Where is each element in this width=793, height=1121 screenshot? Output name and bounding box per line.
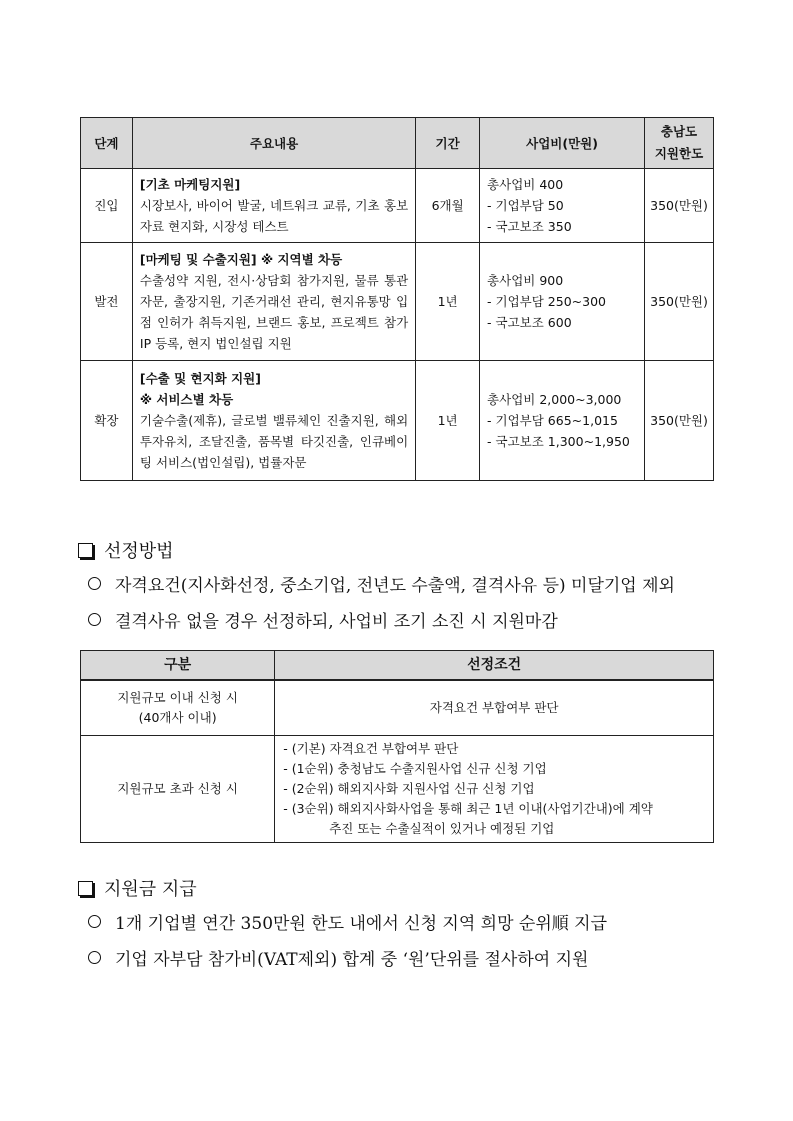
header-period: 기간 bbox=[416, 118, 480, 169]
circle-bullet-icon bbox=[88, 613, 101, 626]
category-label: [기초 마케팅지원] bbox=[139, 177, 241, 192]
content-text: 기술수출(제휴), 글로벌 밸류체인 진출지원, 해외투자유치, 조달진출, 품목별 타깃진출, 인큐베이팅 서비스(법인설립), 법률자문 bbox=[139, 413, 409, 470]
bullet-text: 자격요건(지사화선정, 중소기업, 전년도 수출액, 결격사유 등) 미달기업 제외 bbox=[115, 576, 675, 596]
row-condition: 자격요건 부합여부 판단 bbox=[275, 680, 714, 736]
content-text: 시장보사, 바이어 발굴, 네트워크 교류, 기초 홍보자료 현지화, 시장성 테스트 bbox=[139, 198, 409, 234]
section-heading-payment bbox=[78, 875, 197, 901]
circle-bullet-icon bbox=[88, 915, 101, 928]
table-row bbox=[81, 169, 714, 243]
header-category: 구분 bbox=[81, 651, 275, 681]
cost-total: 총사업비 900 bbox=[487, 273, 564, 288]
stage-table bbox=[80, 117, 714, 481]
header-condition: 선정조건 bbox=[275, 651, 714, 681]
bullet-text: 기업 자부담 참가비(VAT제외) 합계 중 ‘원’단위를 절사하여 지원 bbox=[115, 950, 589, 970]
bullet-item bbox=[88, 571, 675, 596]
header-content: 주요내용 bbox=[132, 118, 415, 169]
content-text: 수출성약 지원, 전시·상담회 참가지원, 물류 통관자문, 출장지원, 기존거래선 관리, 현지유통망 입점 인허가 취득지원, 브랜드 홍보, 프로젝트 참가 IP 등록, 현지 법인설립 지원 bbox=[139, 273, 409, 351]
condition-item: - (1순위) 충청남도 수출지원사업 신규 신청 기업 bbox=[283, 761, 547, 776]
cost-total: 총사업비 400 bbox=[487, 177, 564, 192]
category-label: [수출 및 현지화 지원] bbox=[139, 371, 261, 386]
condition-item: 추진 또는 수출실적이 있거나 예정된 기업 bbox=[329, 821, 555, 836]
cost-cell bbox=[480, 361, 645, 481]
bullet-text: 1개 기업별 연간 350만원 한도 내에서 신청 지역 희망 순위順 지급 bbox=[115, 914, 608, 934]
selection-table bbox=[80, 650, 714, 843]
table-row bbox=[81, 736, 714, 843]
row-label: 지원규모 초과 신청 시 bbox=[81, 736, 275, 843]
cost-cell bbox=[480, 169, 645, 243]
header-limit-line1: 충남도 bbox=[660, 124, 698, 139]
square-bullet-icon bbox=[78, 543, 93, 558]
period-cell: 1년 bbox=[416, 243, 480, 361]
stage-cell: 진입 bbox=[81, 169, 133, 243]
limit-cell: 350(만원) bbox=[645, 243, 714, 361]
cost-cell bbox=[480, 243, 645, 361]
category-note: ※ 서비스별 차등 bbox=[139, 392, 234, 407]
header-stage: 단계 bbox=[81, 118, 133, 169]
cost-company: - 기업부담 665~1,015 bbox=[487, 413, 618, 428]
stage-table-header bbox=[81, 118, 714, 169]
header-limit-line2: 지원한도 bbox=[654, 146, 704, 161]
row-condition bbox=[275, 736, 714, 843]
bullet-text: 결격사유 없을 경우 선정하되, 사업비 조기 소진 시 지원마감 bbox=[115, 612, 558, 632]
table-row bbox=[81, 243, 714, 361]
cost-company: - 기업부담 250~300 bbox=[487, 294, 606, 309]
cost-company: - 기업부담 50 bbox=[487, 198, 564, 213]
header-limit bbox=[645, 118, 714, 169]
cost-gov: - 국고보조 350 bbox=[487, 219, 572, 234]
period-cell: 6개월 bbox=[416, 169, 480, 243]
stage-cell: 발전 bbox=[81, 243, 133, 361]
section-heading-text: 지원금 지급 bbox=[104, 879, 197, 900]
condition-item: - (기본) 자격요건 부합여부 판단 bbox=[283, 741, 459, 756]
bullet-item bbox=[88, 909, 607, 934]
circle-bullet-icon bbox=[88, 951, 101, 964]
row-label bbox=[81, 680, 275, 736]
section-heading-selection bbox=[78, 537, 174, 563]
table-row bbox=[81, 361, 714, 481]
bullet-item bbox=[88, 945, 588, 970]
row-label-line2: (40개사 이내) bbox=[138, 710, 217, 725]
period-cell: 1년 bbox=[416, 361, 480, 481]
table-row bbox=[81, 680, 714, 736]
bullet-item bbox=[88, 607, 558, 632]
condition-item: - (3순위) 해외지사화사업을 통해 최근 1년 이내(사업기간내)에 계약 bbox=[283, 801, 653, 816]
cost-total: 총사업비 2,000~3,000 bbox=[487, 392, 622, 407]
stage-cell: 확장 bbox=[81, 361, 133, 481]
square-bullet-icon bbox=[78, 881, 93, 896]
cost-gov: - 국고보조 600 bbox=[487, 315, 572, 330]
row-label-line1: 지원규모 이내 신청 시 bbox=[117, 690, 238, 705]
circle-bullet-icon bbox=[88, 577, 101, 590]
limit-cell: 350(만원) bbox=[645, 361, 714, 481]
section-heading-text: 선정방법 bbox=[104, 541, 174, 562]
condition-item: - (2순위) 해외지사화 지원사업 신규 신청 기업 bbox=[283, 781, 535, 796]
cost-gov: - 국고보조 1,300~1,950 bbox=[487, 434, 630, 449]
content-cell bbox=[132, 169, 415, 243]
header-cost: 사업비(만원) bbox=[480, 118, 645, 169]
content-cell bbox=[132, 243, 415, 361]
category-label: [마케팅 및 수출지원] ※ 지역별 차등 bbox=[139, 252, 343, 267]
selection-table-header bbox=[81, 651, 714, 681]
limit-cell: 350(만원) bbox=[645, 169, 714, 243]
content-cell bbox=[132, 361, 415, 481]
